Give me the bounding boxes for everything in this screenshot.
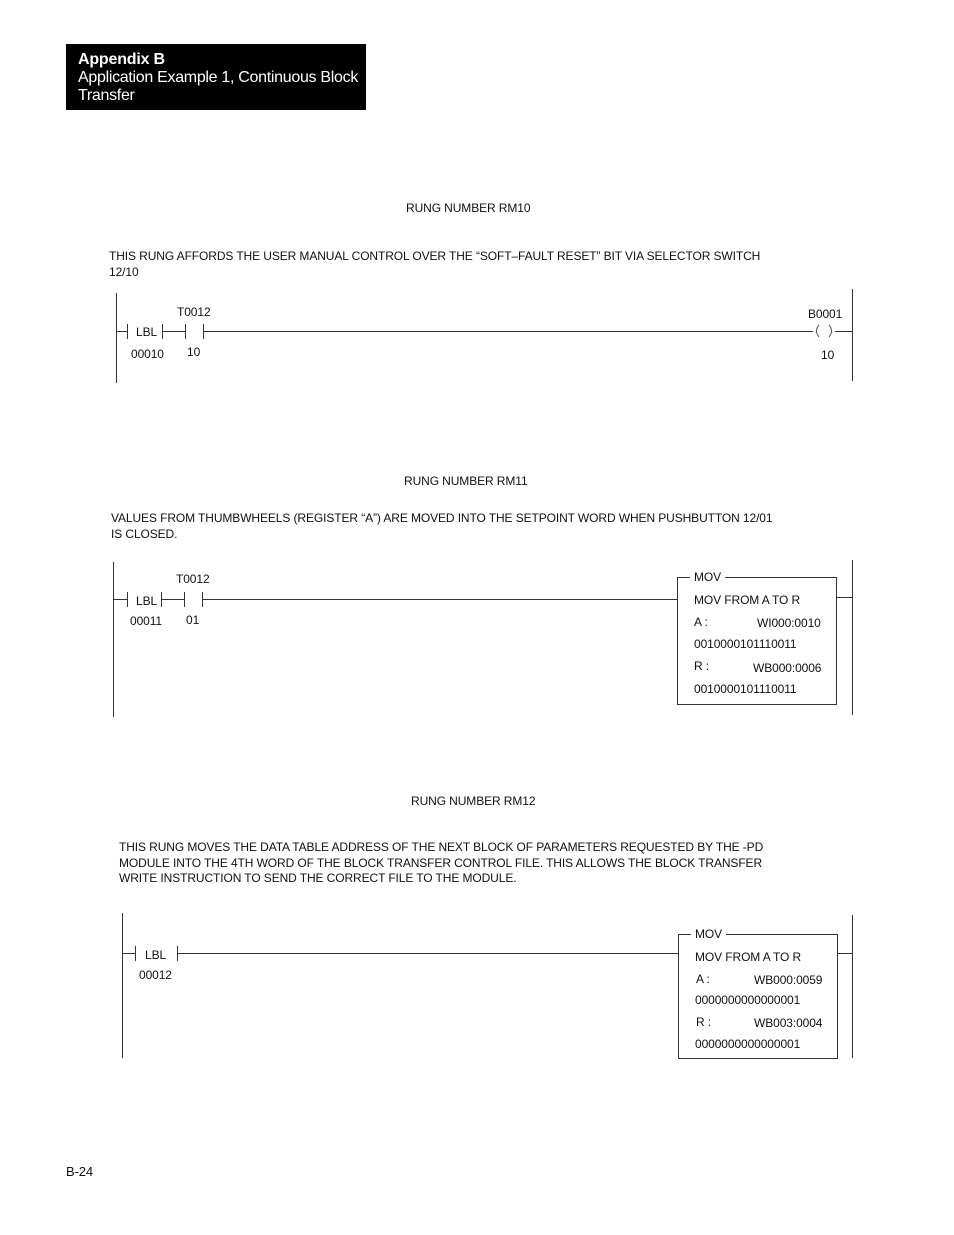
page-number: B-24 [66,1164,94,1179]
rung-description-rm12: THIS RUNG MOVES THE DATA TABLE ADDRESS OF THE NEXT BLOCK OF PARAMETERS REQUESTED BY THE -PD MODULE INTO THE 4TH WORD OF THE BLOCK TRANSFER CONTROL FILE. THIS ALLOWS THE BLOCK TRANSFER WRITE INSTRUCTION TO SEND THE CORRECT FILE TO THE MODULE. [119,840,764,885]
label-instruction: LBL [136,594,158,608]
section-title-line1: Application Example 1, Continuous Block [78,69,359,86]
dest-address: WB000:0006 [753,661,822,675]
dest-value: 0000000000000001 [695,1037,801,1051]
rung-number-rm10: RUNG NUMBER RM10 [406,201,531,215]
dest-value: 0010000101110011 [694,682,797,696]
rung-description-rm11: VALUES FROM THUMBWHEELS (REGISTER “A”) ARE MOVED INTO THE SETPOINT WORD WHEN PUSHBUTTON 12/01 IS CLOSED. [111,511,773,541]
rung-wire [177,953,678,954]
output-coil-icon [813,324,835,338]
right-power-rail [852,560,853,715]
coil-bit: 10 [821,348,835,362]
coil-address: B0001 [808,307,843,321]
dest-label: R : [696,1015,712,1029]
appendix-title: Appendix B [78,51,165,68]
right-power-rail [852,915,853,1058]
block-title: MOV [691,927,726,942]
wire [116,331,127,332]
source-label: A : [696,972,710,986]
section-title-line2: Transfer [78,87,135,104]
contact-bar [184,592,185,607]
label-number: 00011 [130,614,162,628]
label-bracket-left [127,592,128,607]
wire [838,953,852,954]
contact-bit: 10 [187,345,201,359]
contact-address: T0012 [176,572,210,586]
wire [835,331,852,332]
label-instruction: LBL [136,325,158,339]
source-address: WI000:0010 [757,616,821,630]
rung-number-rm12: RUNG NUMBER RM12 [411,794,536,808]
label-instruction: LBL [145,948,167,962]
source-value: 0010000101110011 [694,637,797,651]
block-subtitle: MOV FROM A TO R [694,593,801,607]
label-bracket-left [127,324,128,339]
wire [122,953,135,954]
dest-label: R : [694,659,710,673]
wire [837,597,852,598]
rung-wire [203,331,813,332]
wire [113,599,127,600]
left-power-rail [122,913,123,1058]
source-address: WB000:0059 [754,973,823,987]
label-bracket-left [135,946,136,961]
left-power-rail [116,293,117,383]
appendix-header [66,44,366,110]
source-label: A : [694,615,708,629]
left-power-rail [113,562,114,717]
wire [161,599,184,600]
wire [162,331,185,332]
contact-address: T0012 [177,305,211,319]
block-title: MOV [690,570,725,585]
label-number: 00010 [131,347,164,361]
rung-description-rm10: THIS RUNG AFFORDS THE USER MANUAL CONTROL OVER THE “SOFT–FAULT RESET” BIT VIA SELECTOR SWITCH 12/10 [109,249,761,279]
contact-bit: 01 [186,613,200,627]
dest-address: WB003:0004 [754,1016,823,1030]
rung-number-rm11: RUNG NUMBER RM11 [404,474,528,488]
label-number: 00012 [139,968,172,982]
source-value: 0000000000000001 [695,993,801,1007]
right-power-rail [852,289,853,381]
block-subtitle: MOV FROM A TO R [695,950,802,964]
rung-wire [202,599,677,600]
contact-bar [185,324,186,339]
